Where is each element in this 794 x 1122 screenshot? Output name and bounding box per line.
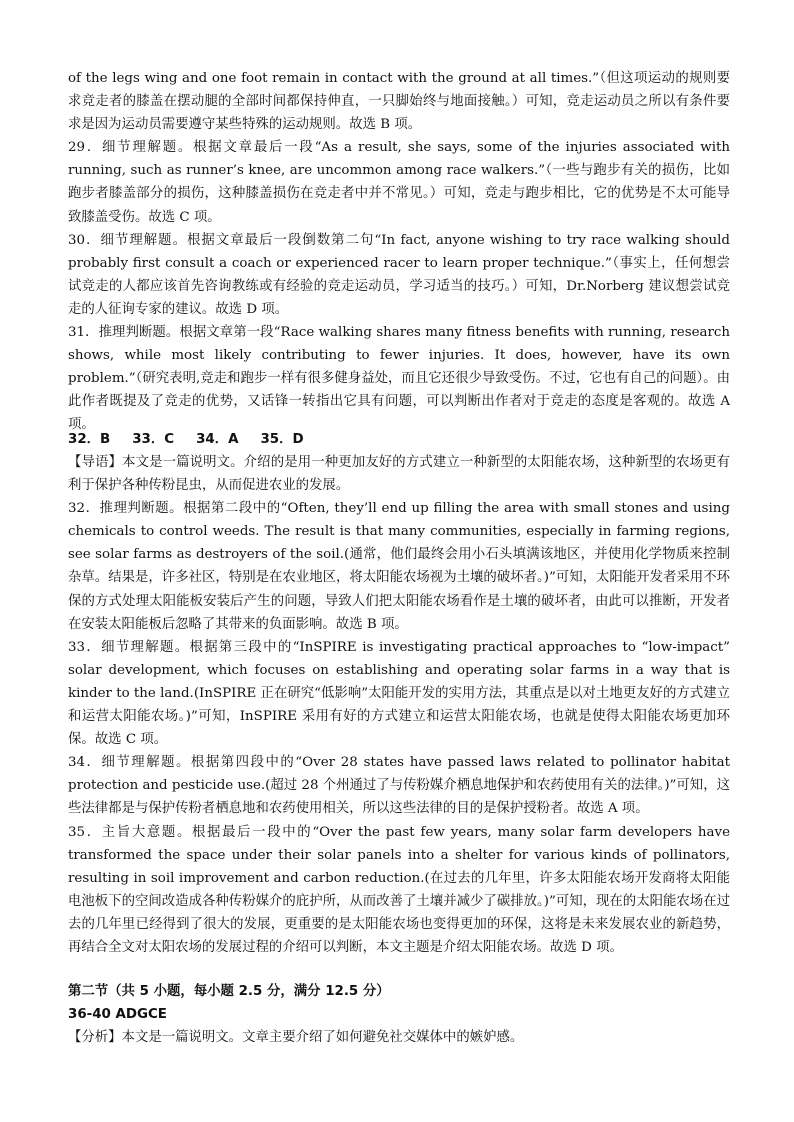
answer-key-32-35 (68, 428, 730, 451)
q29-explanation: 29．细节理解题。根据文章最后一段“As a result, she says, some of the injuries associated with running, such as runner’s knee, are uncommon among race walkers.”（一些与跑步有关的损伤，比如跑步者膝盖部分的损伤，这种膝盖损伤在竞走者中并不常见。）可知，竞走与跑步相比，它的优势是不太可能导致膝盖受伤。故选 C 项。 (68, 140, 730, 225)
q32-35-section (68, 428, 730, 959)
q32-explanation: 32．推理判断题。根据第二段中的“Often, they’ll end up filling the area with small stones and using chemicals to control weeds. The result is that many communities, especially in farming regions, see solar farms as destroyers of the soil.(通常，他们最终会用小石头填满该地区，并使用化学物质来控制杂草。结果是，许多社区，特别是在农业地区，将太阳能农场视为土壤的破坏者。)”可知，太阳能开发者采用不环保的方式处理太阳能板安装后产生的问题，导致人们把太阳能农场看作是土壤的破坏者，由此可以推断，开发者在安装太阳能板后忽略了其带来的负面影响。故选 B 项。 (68, 501, 730, 632)
q28-explanation-continued: of the legs wing and one foot remain in contact with the ground at all times.”（但这项运动的规则要求竞走者的膝盖在摆动腿的全部时间都保持伸直，一只脚始终与地面接触。）可知，竞走运动员之所以有条件要求是因为运动员需要遵守某些特殊的运动规则。故选 B 项。 (68, 71, 730, 133)
q33-explanation: 33．细节理解题。根据第三段中的“InSPIRE is investigating practical approaches to “low-impact” solar development, which focuses on establishing and operating solar farms in a way that is kinder to the land.(InSPIRE 正在研究“低影响”太阳能开发的实用方法，其重点是以对土地更友好的方式建立和运营太阳能农场。)”可知，InSPIRE 采用有好的方式建立和运营太阳能农场，也就是使得太阳能农场更加环保。故选 C 项。 (68, 639, 730, 748)
q35-explanation: 35．主旨大意题。根据最后一段中的“Over the past few years, many solar farm developers have transformed the space under their solar panels into a shelter for various kinds of pollinators, resulting in soil improvement and carbon reduction.(在过去的几年里，许多太阳能农场开发商将太阳能电池板下的空间改造成各种传粉媒介的庇护所，从而改善了土壤并减少了碳排放。)”可知，现在的太阳能农场在过去的几年里已经得到了很大的发展，更重要的是太阳能农场也变得更加的环保，这将是未来发展农业的新趋势，再结合全文对太阳农场的发展过程的介绍可以判断，本文主题是介绍太阳能农场。故选 D 项。 (68, 824, 730, 955)
q31-explanation: 31．推理判断题。根据文章第一段“Race walking shares many fitness benefits with running, research shows, while most likely contributing to fewer injuries. It does, however, have its own problem.”（研究表明,竞走和跑步一样有很多健身益处，而且它还很少导致受伤。不过，它也有自己的问题）。由此作者既提及了竞走的优势，又话锋一转指出它具有问题，可以判断出作者对于竞走的态度是客观的。故选 A 项。 (68, 325, 730, 433)
section-two (68, 980, 730, 1049)
answer-32: 32．B (68, 432, 111, 447)
answer-34: 34．A (196, 432, 239, 447)
q34-explanation: 34．细节理解题。根据第四段中的“Over 28 states have passed laws related to pollinator habitat protection and pesticide use.(超过 28 个州通过了与传粉媒介栖息地保护和农药使用有关的法律。)”可知，这些法律都是与保护传粉者栖息地和农药使用相关，所以这些法律的目的是保护授粉者。故选 A 项。 (68, 755, 730, 817)
answer-35: 35．D (260, 432, 304, 447)
q28-31-explanations (68, 67, 730, 437)
section-two-analysis: 【分析】本文是一篇说明文。文章主要介绍了如何避免社交媒体中的嫉妒感。 (68, 1030, 524, 1045)
passage-intro: 【导语】本文是一篇说明文。介绍的是用一种更加友好的方式建立一种新型的太阳能农场，这种新型的农场更有利于保护各种传粉昆虫，从而促进农业的发展。 (68, 455, 730, 494)
answer-33: 33．C (132, 432, 175, 447)
q30-explanation: 30．细节理解题。根据文章最后一段倒数第二句“In fact, anyone wishing to try race walking should probably first consult a coach or experienced racer to learn proper technique.”（事实上，任何想尝试竞走的人都应该首先咨询教练或有经验的竞走运动员，学习适当的技巧。）可知，Dr.Norberg 建议想尝试竞走的人征询专家的建议。故选 D 项。 (68, 232, 730, 317)
section-two-answers: 36-40 ADGCE (68, 1007, 167, 1022)
section-two-title: 第二节（共 5 小题，每小题 2.5 分，满分 12.5 分） (68, 984, 390, 999)
